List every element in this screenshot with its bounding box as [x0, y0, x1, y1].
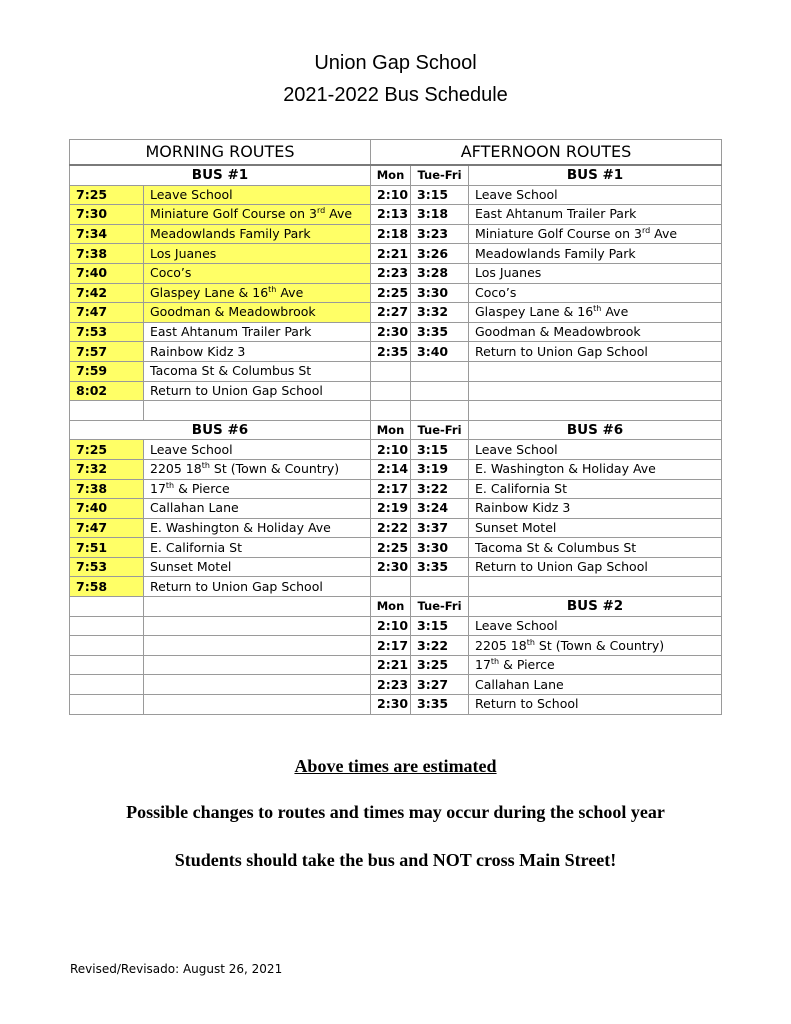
revised-date: Revised/Revisado: August 26, 2021 [70, 962, 283, 976]
afternoon-mon-time: 2:13 [371, 205, 411, 225]
empty-cell [371, 361, 411, 381]
morning-stop: Los Juanes [144, 244, 371, 264]
afternoon-stop: Sunset Motel [469, 518, 722, 538]
empty-cell [70, 675, 144, 695]
table-row [70, 322, 722, 342]
afternoon-bus-label: BUS #6 [469, 420, 722, 440]
tuefri-header: Tue-Fri [411, 597, 469, 617]
morning-stop: Return to Union Gap School [144, 381, 371, 401]
afternoon-tuefri-time: 3:28 [411, 263, 469, 283]
table-row [70, 479, 722, 499]
estimated-note: Above times are estimated [294, 756, 497, 776]
empty-cell [144, 597, 371, 617]
afternoon-tuefri-time: 3:35 [411, 557, 469, 577]
afternoon-mon-time: 2:10 [371, 616, 411, 636]
morning-time: 7:53 [70, 557, 144, 577]
afternoon-routes-header: AFTERNOON ROUTES [371, 140, 722, 166]
empty-cell [70, 597, 144, 617]
tuefri-header: Tue-Fri [411, 165, 469, 185]
morning-stop: Goodman & Meadowbrook [144, 303, 371, 323]
afternoon-mon-time: 2:10 [371, 185, 411, 205]
morning-stop: 2205 18th St (Town & Country) [144, 459, 371, 479]
afternoon-mon-time: 2:14 [371, 459, 411, 479]
afternoon-stop: East Ahtanum Trailer Park [469, 205, 722, 225]
empty-cell [371, 577, 411, 597]
afternoon-tuefri-time: 3:35 [411, 322, 469, 342]
morning-time: 7:30 [70, 205, 144, 225]
afternoon-mon-time: 2:30 [371, 695, 411, 715]
afternoon-stop: Rainbow Kidz 3 [469, 499, 722, 519]
empty-cell [411, 381, 469, 401]
table-row [70, 655, 722, 675]
table-row [70, 361, 722, 381]
afternoon-tuefri-time: 3:15 [411, 440, 469, 460]
schedule-title: 2021-2022 Bus Schedule [283, 84, 508, 106]
afternoon-stop: Meadowlands Family Park [469, 244, 722, 264]
empty-cell [70, 636, 144, 656]
bus-header-row [70, 597, 722, 617]
afternoon-mon-time: 2:35 [371, 342, 411, 362]
empty-cell [411, 577, 469, 597]
afternoon-mon-time: 2:22 [371, 518, 411, 538]
morning-time: 7:38 [70, 479, 144, 499]
morning-time: 7:25 [70, 440, 144, 460]
table-row [70, 557, 722, 577]
afternoon-tuefri-time: 3:22 [411, 479, 469, 499]
table-row [70, 695, 722, 715]
morning-bus-label: BUS #6 [70, 420, 371, 440]
changes-note: Possible changes to routes and times may occur during the school year [126, 802, 665, 822]
morning-time: 7:51 [70, 538, 144, 558]
morning-stop: Coco’s [144, 263, 371, 283]
morning-time: 7:58 [70, 577, 144, 597]
afternoon-stop: Glaspey Lane & 16th Ave [469, 303, 722, 323]
afternoon-stop: Leave School [469, 185, 722, 205]
empty-cell [70, 616, 144, 636]
bus-header-row [70, 165, 722, 185]
morning-time: 7:53 [70, 322, 144, 342]
afternoon-tuefri-time: 3:37 [411, 518, 469, 538]
table-row [70, 518, 722, 538]
afternoon-tuefri-time: 3:18 [411, 205, 469, 225]
mon-header: Mon [371, 597, 411, 617]
empty-cell [70, 655, 144, 675]
morning-time: 7:40 [70, 263, 144, 283]
empty-cell [70, 695, 144, 715]
table-row [70, 675, 722, 695]
table-row [70, 205, 722, 225]
afternoon-stop: Leave School [469, 616, 722, 636]
table-row [70, 538, 722, 558]
afternoon-mon-time: 2:17 [371, 479, 411, 499]
table-row [70, 342, 722, 362]
afternoon-mon-time: 2:10 [371, 440, 411, 460]
afternoon-tuefri-time: 3:26 [411, 244, 469, 264]
afternoon-stop: E. California St [469, 479, 722, 499]
bus-header-row [70, 420, 722, 440]
afternoon-mon-time: 2:23 [371, 675, 411, 695]
morning-stop: Sunset Motel [144, 557, 371, 577]
empty-cell [144, 636, 371, 656]
empty-cell [371, 381, 411, 401]
afternoon-tuefri-time: 3:19 [411, 459, 469, 479]
afternoon-stop: Los Juanes [469, 263, 722, 283]
spacer-row [70, 401, 722, 421]
empty-cell [144, 675, 371, 695]
afternoon-stop: Leave School [469, 440, 722, 460]
afternoon-stop: 2205 18th St (Town & Country) [469, 636, 722, 656]
bus-schedule-table [69, 139, 722, 715]
table-row [70, 303, 722, 323]
empty-cell [469, 577, 722, 597]
morning-stop: Leave School [144, 185, 371, 205]
afternoon-mon-time: 2:27 [371, 303, 411, 323]
empty-cell [411, 401, 469, 421]
empty-cell [411, 361, 469, 381]
morning-time: 7:47 [70, 518, 144, 538]
morning-stop: Rainbow Kidz 3 [144, 342, 371, 362]
empty-cell [144, 401, 371, 421]
afternoon-mon-time: 2:19 [371, 499, 411, 519]
afternoon-stop: 17th & Pierce [469, 655, 722, 675]
afternoon-tuefri-time: 3:25 [411, 655, 469, 675]
mon-header: Mon [371, 420, 411, 440]
afternoon-tuefri-time: 3:15 [411, 616, 469, 636]
afternoon-mon-time: 2:18 [371, 224, 411, 244]
afternoon-mon-time: 2:23 [371, 263, 411, 283]
morning-stop: E. Washington & Holiday Ave [144, 518, 371, 538]
morning-stop: Miniature Golf Course on 3rd Ave [144, 205, 371, 225]
afternoon-mon-time: 2:30 [371, 322, 411, 342]
table-row [70, 577, 722, 597]
afternoon-mon-time: 2:21 [371, 655, 411, 675]
school-name: Union Gap School [314, 52, 477, 74]
afternoon-mon-time: 2:25 [371, 283, 411, 303]
afternoon-tuefri-time: 3:24 [411, 499, 469, 519]
table-row [70, 499, 722, 519]
afternoon-tuefri-time: 3:32 [411, 303, 469, 323]
morning-time: 7:57 [70, 342, 144, 362]
afternoon-stop: Goodman & Meadowbrook [469, 322, 722, 342]
afternoon-stop: Return to Union Gap School [469, 557, 722, 577]
afternoon-mon-time: 2:21 [371, 244, 411, 264]
afternoon-stop: Return to Union Gap School [469, 342, 722, 362]
tuefri-header: Tue-Fri [411, 420, 469, 440]
schedule-body [70, 140, 722, 715]
afternoon-tuefri-time: 3:30 [411, 283, 469, 303]
afternoon-stop: Callahan Lane [469, 675, 722, 695]
morning-stop: E. California St [144, 538, 371, 558]
morning-stop: Glaspey Lane & 16th Ave [144, 283, 371, 303]
morning-time: 7:42 [70, 283, 144, 303]
morning-time: 7:32 [70, 459, 144, 479]
main-street-warning: Students should take the bus and NOT cross Main Street! [174, 850, 617, 870]
morning-stop: 17th & Pierce [144, 479, 371, 499]
afternoon-tuefri-time: 3:23 [411, 224, 469, 244]
table-row [70, 381, 722, 401]
empty-cell [371, 401, 411, 421]
table-row [70, 459, 722, 479]
afternoon-stop: Miniature Golf Course on 3rd Ave [469, 224, 722, 244]
morning-stop: Meadowlands Family Park [144, 224, 371, 244]
afternoon-stop: Return to School [469, 695, 722, 715]
afternoon-mon-time: 2:25 [371, 538, 411, 558]
morning-time: 7:40 [70, 499, 144, 519]
table-row [70, 244, 722, 264]
afternoon-mon-time: 2:17 [371, 636, 411, 656]
table-row [70, 636, 722, 656]
morning-time: 7:34 [70, 224, 144, 244]
morning-time: 7:59 [70, 361, 144, 381]
table-row [70, 224, 722, 244]
morning-routes-header: MORNING ROUTES [70, 140, 371, 166]
morning-stop: Callahan Lane [144, 499, 371, 519]
afternoon-tuefri-time: 3:40 [411, 342, 469, 362]
empty-cell [469, 401, 722, 421]
afternoon-tuefri-time: 3:27 [411, 675, 469, 695]
empty-cell [144, 695, 371, 715]
empty-cell [144, 616, 371, 636]
morning-stop: Leave School [144, 440, 371, 460]
morning-time: 7:47 [70, 303, 144, 323]
morning-stop: Return to Union Gap School [144, 577, 371, 597]
afternoon-tuefri-time: 3:30 [411, 538, 469, 558]
table-row [70, 616, 722, 636]
morning-stop: East Ahtanum Trailer Park [144, 322, 371, 342]
morning-bus-label: BUS #1 [70, 165, 371, 185]
routes-header-row [70, 140, 722, 166]
empty-cell [70, 401, 144, 421]
table-row [70, 185, 722, 205]
afternoon-stop: E. Washington & Holiday Ave [469, 459, 722, 479]
afternoon-mon-time: 2:30 [371, 557, 411, 577]
empty-cell [469, 381, 722, 401]
afternoon-tuefri-time: 3:35 [411, 695, 469, 715]
morning-stop: Tacoma St & Columbus St [144, 361, 371, 381]
afternoon-stop: Coco’s [469, 283, 722, 303]
morning-time: 7:25 [70, 185, 144, 205]
morning-time: 7:38 [70, 244, 144, 264]
morning-time: 8:02 [70, 381, 144, 401]
empty-cell [144, 655, 371, 675]
table-row [70, 263, 722, 283]
afternoon-bus-label: BUS #2 [469, 597, 722, 617]
empty-cell [469, 361, 722, 381]
table-row [70, 283, 722, 303]
afternoon-tuefri-time: 3:22 [411, 636, 469, 656]
table-row [70, 440, 722, 460]
afternoon-bus-label: BUS #1 [469, 165, 722, 185]
mon-header: Mon [371, 165, 411, 185]
afternoon-tuefri-time: 3:15 [411, 185, 469, 205]
afternoon-stop: Tacoma St & Columbus St [469, 538, 722, 558]
